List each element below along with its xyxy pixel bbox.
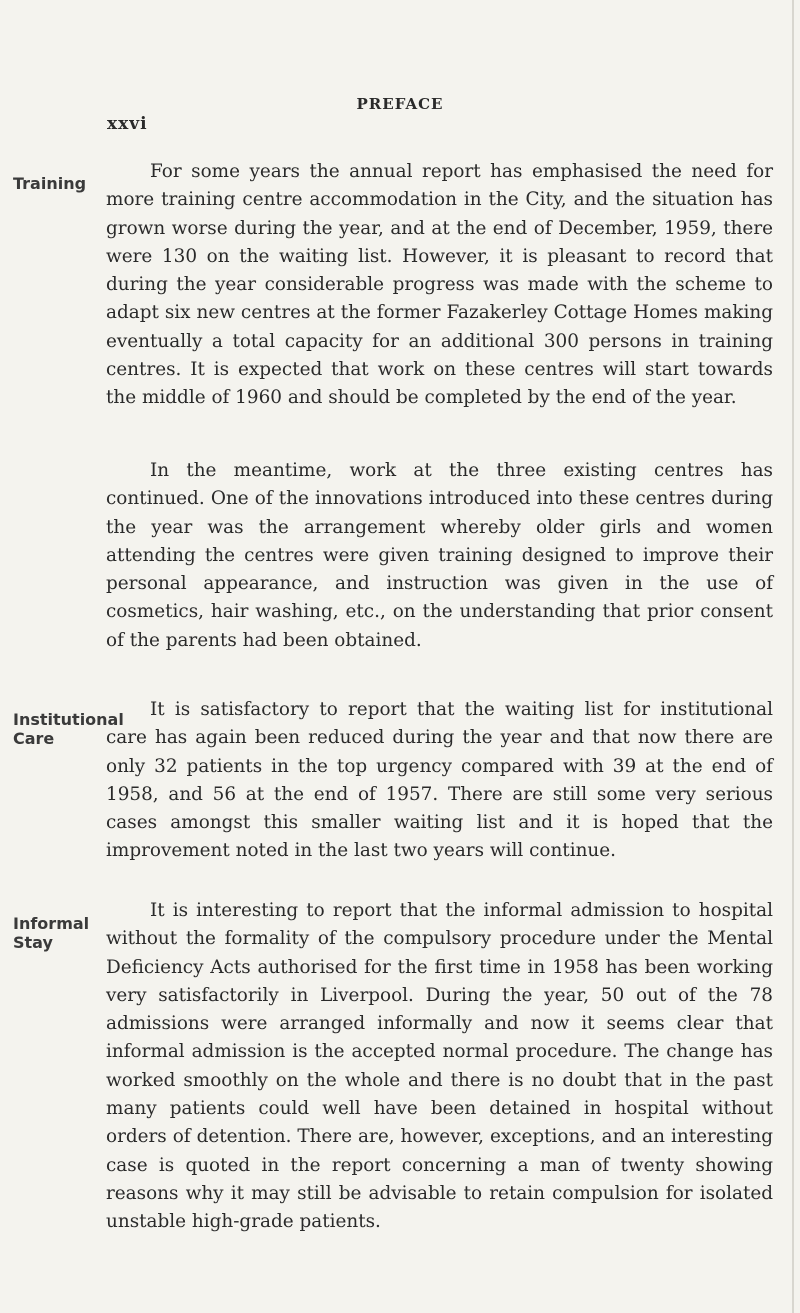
paragraph-training: For some years the annual report has emphasised the need for more training centre accommodation in the City, and the situation has grown worse during the year, and at the end of December, 1959, there were 130 on the waiting list. However, it is pleasant to record that during the year considerable progress was made with the scheme to adapt six new centres at the former Fazakerley Cottage Homes making eventually a total capacity for an additional 300 persons in training centres. It is expected that work on these centres will start towards the middle of 1960 and should be completed by the end of the year. [106, 161, 773, 409]
running-head: PREFACE [356, 95, 444, 113]
paragraph-informal-stay: It is interesting to report that the informal admission to hospital without the formality of the compulsory procedure under the Mental Deficiency Acts authorised for the first time in 1958 has been working very satisfactorily in Liverpool. During the year, 50 out of the 78 admissions were arranged informally and now it seems clear that informal admission is the accepted normal procedure. The change has worked smoothly on the whole and there is no doubt that in the past many patients could well have been detained in hospital without orders of detention. There are, however, exceptions, and an interesting case is quoted in the report concerning a man of twenty showing reasons why it may still be advisable to retain compulsion for isolated unstable high-grade patients. [106, 900, 773, 1233]
margin-note-institutional-care: Institutional Care [13, 710, 124, 748]
page-number: xxvi [107, 114, 148, 134]
margin-note-informal-stay: Informal Stay [13, 914, 90, 952]
margin-note-training: Training [13, 174, 87, 193]
paragraph-training-continued: In the meantime, work at the three existing centres has continued. One of the innovations introduced into these centres during the year was the arrangement whereby older girls and women attending the centres were given training designed to improve their personal appearance, and instruction was given in the use of cosmetics, hair washing, etc., on the understanding that prior consent of the parents had been obtained. [106, 460, 773, 651]
paragraph-institutional-care: It is satisfactory to report that the waiting list for institutional care has again been reduced during the year and that now there are only 32 patients in the top urgency compared with 39 at the end of 1958, and 56 at the end of 1957. There are still some very serious cases amongst this smaller waiting list and it is hoped that the improvement noted in the last two years will continue. [106, 699, 773, 862]
page-edge-shadow [792, 0, 794, 1313]
